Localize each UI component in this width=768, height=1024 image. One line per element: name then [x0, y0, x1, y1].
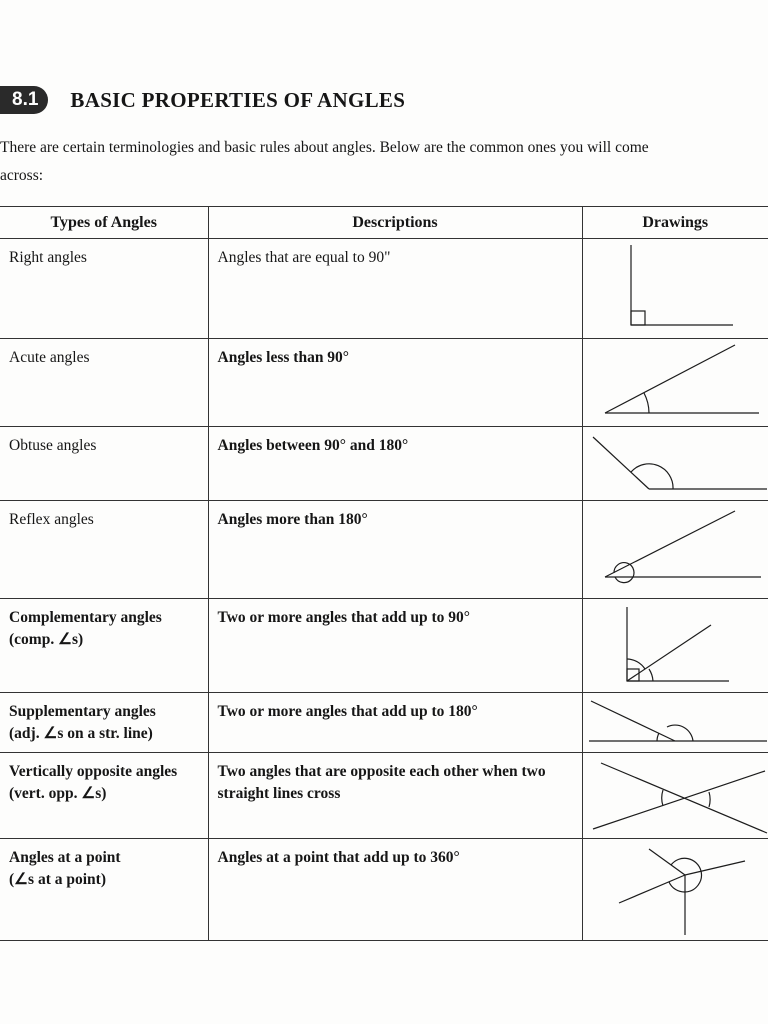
complementary-angles-drawing-icon	[583, 599, 768, 691]
angle-type-block	[0, 599, 208, 651]
type-cell	[0, 339, 208, 427]
angle-type-name: Supplementary angles	[9, 703, 156, 720]
table-row	[0, 693, 768, 753]
angle-type-abbreviation: (∠s at a point)	[9, 871, 106, 888]
angle-type-name: Obtuse angles	[9, 437, 97, 454]
description-cell	[208, 339, 582, 427]
description-cell	[208, 599, 582, 693]
angle-description: Two angles that are opposite each other when two straight lines cross	[217, 763, 546, 802]
angle-description: Angles between 90° and 180°	[217, 437, 409, 454]
angle-description: Two or more angles that add up to 180°	[217, 703, 478, 720]
intro-line-1: There are certain terminologies and basic rules about angles. Below are the common ones you will come	[0, 139, 649, 156]
reflex-angle-drawing-icon	[583, 501, 768, 597]
description-cell	[208, 753, 582, 839]
intro-paragraph	[0, 134, 768, 190]
angles-at-a-point-drawing-icon	[583, 839, 768, 939]
drawing-cell	[582, 427, 768, 501]
supplementary-angles-drawing-icon	[583, 693, 768, 751]
type-cell	[0, 839, 208, 941]
angle-description: Angles that are equal to 90"	[217, 249, 391, 266]
drawing-cell	[582, 239, 768, 339]
angle-description: Angles at a point that add up to 360°	[217, 849, 460, 866]
table-row	[0, 427, 768, 501]
acute-angle-drawing-icon	[583, 339, 768, 425]
table-row	[0, 339, 768, 427]
section-title: BASIC PROPERTIES OF ANGLES	[70, 87, 406, 112]
table-row	[0, 839, 768, 941]
table-row	[0, 239, 768, 339]
angle-type-block	[0, 693, 208, 745]
drawing-cell	[582, 501, 768, 599]
type-cell	[0, 753, 208, 839]
angle-type-name: Complementary angles	[9, 609, 162, 626]
column-header-drawing: Drawings	[582, 207, 768, 239]
angle-type-name: Right angles	[9, 249, 87, 266]
angle-type-name: Acute angles	[9, 349, 90, 366]
table-row	[0, 599, 768, 693]
angle-type-block	[0, 753, 208, 805]
drawing-cell	[582, 599, 768, 693]
angle-type-abbreviation: (vert. opp. ∠s)	[9, 785, 107, 802]
column-header-description: Descriptions	[208, 207, 582, 239]
angle-description: Two or more angles that add up to 90°	[217, 609, 470, 626]
obtuse-angle-drawing-icon	[583, 427, 768, 499]
drawing-cell	[582, 753, 768, 839]
right-angle-drawing-icon	[583, 239, 768, 337]
angle-type-abbreviation: (comp. ∠s)	[9, 631, 84, 648]
angle-type-block	[0, 839, 208, 891]
section-heading	[0, 86, 405, 114]
description-cell	[208, 839, 582, 941]
drawing-cell	[582, 839, 768, 941]
vertically-opposite-angles-drawing-icon	[583, 753, 768, 837]
angle-type-name: Vertically opposite angles	[9, 763, 178, 780]
table-row	[0, 501, 768, 599]
type-cell	[0, 239, 208, 339]
intro-line-2: across:	[0, 167, 44, 184]
angle-types-table	[0, 206, 768, 941]
table-row	[0, 753, 768, 839]
angle-description: Angles more than 180°	[217, 511, 368, 528]
type-cell	[0, 501, 208, 599]
column-header-type: Types of Angles	[0, 207, 208, 239]
drawing-cell	[582, 693, 768, 753]
type-cell	[0, 599, 208, 693]
type-cell	[0, 693, 208, 753]
drawing-cell	[582, 339, 768, 427]
description-cell	[208, 693, 582, 753]
angle-type-abbreviation: (adj. ∠s on a str. line)	[9, 725, 153, 742]
angle-type-name: Angles at a point	[9, 849, 121, 866]
section-number-badge: 8.1	[0, 86, 48, 114]
description-cell	[208, 427, 582, 501]
angle-type-name: Reflex angles	[9, 511, 94, 528]
angle-description: Angles less than 90°	[217, 349, 350, 366]
table-header-row	[0, 207, 768, 239]
description-cell	[208, 501, 582, 599]
type-cell	[0, 427, 208, 501]
description-cell	[208, 239, 582, 339]
